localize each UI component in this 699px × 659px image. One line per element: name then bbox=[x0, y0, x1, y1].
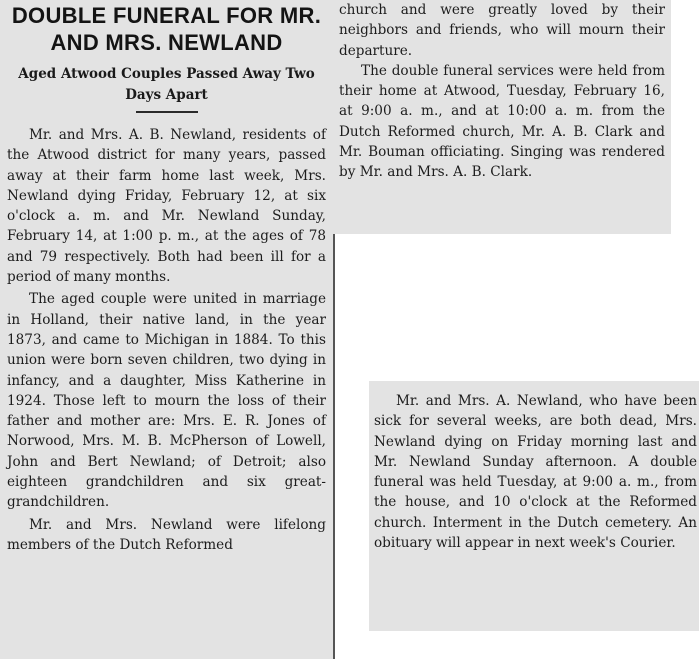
paragraph: Mr. and Mrs. A. B. Newland, residents of the Atwood district for many years, passed away at their farm home last week, Mrs. Newland dying Friday, February 12, at six o'clock a. m. and Mr. Newland Sunday, February 14, at 1:00 p. m., at the ages of 78 and 79 respectively. Both had been ill for a period of many months. bbox=[7, 127, 326, 286]
paragraph: church and were greatly loved by their neighbors and friends, who will mourn their departure. bbox=[339, 2, 665, 59]
paragraph: The double funeral services were held from their home at Atwood, Tuesday, February 16, at 9:00 a. m., and at 10:00 a. m. from the Dutch Reformed church, Mr. A. B. Clark and Mr. Bouman officiating. Singing was rendered by Mr. and Mrs. A. B. Clark. bbox=[339, 62, 665, 181]
article-continuation bbox=[333, 0, 671, 234]
continuation-body bbox=[333, 0, 671, 183]
notice-body bbox=[369, 381, 699, 553]
subheadline: Aged Atwood Couples Passed Away Two Days Apart bbox=[18, 66, 315, 103]
headline: DOUBLE FUNERAL FOR MR. AND MRS. NEWLAND bbox=[11, 3, 322, 55]
article-header bbox=[0, 0, 333, 113]
notice-clipping bbox=[369, 381, 699, 631]
article-clipping bbox=[0, 0, 333, 659]
paragraph: The aged couple were united in marriage in Holland, their native land, in the year 1873, and came to Michigan in 1884. To this union were born seven children, two dying in infancy, and a daughter, Miss Katherine in 1924. Those left to mourn the loss of their father and mother are: Mrs. E. R. Jones of Norwood, Mrs. M. B. McPherson of Lowell, John and Bert Newland; of Detroit; also eighteen grandchildren and six great-grandchildren. bbox=[7, 291, 326, 511]
notice-paragraph: Mr. and Mrs. A. Newland, who have been sick for several weeks, are both dead, Mrs. Newland dying on Friday morning last and Mr. Newland Sunday afternoon. A double funeral was held Tuesday, at 9:00 a. m., from the house, and 10 o'clock at the Reformed church. Interment in the Dutch cemetery. An obituary will appear in next week's Courier. bbox=[374, 393, 697, 552]
article-body bbox=[0, 113, 333, 555]
paragraph: Mr. and Mrs. Newland were lifelong members of the Dutch Reformed bbox=[7, 516, 326, 553]
